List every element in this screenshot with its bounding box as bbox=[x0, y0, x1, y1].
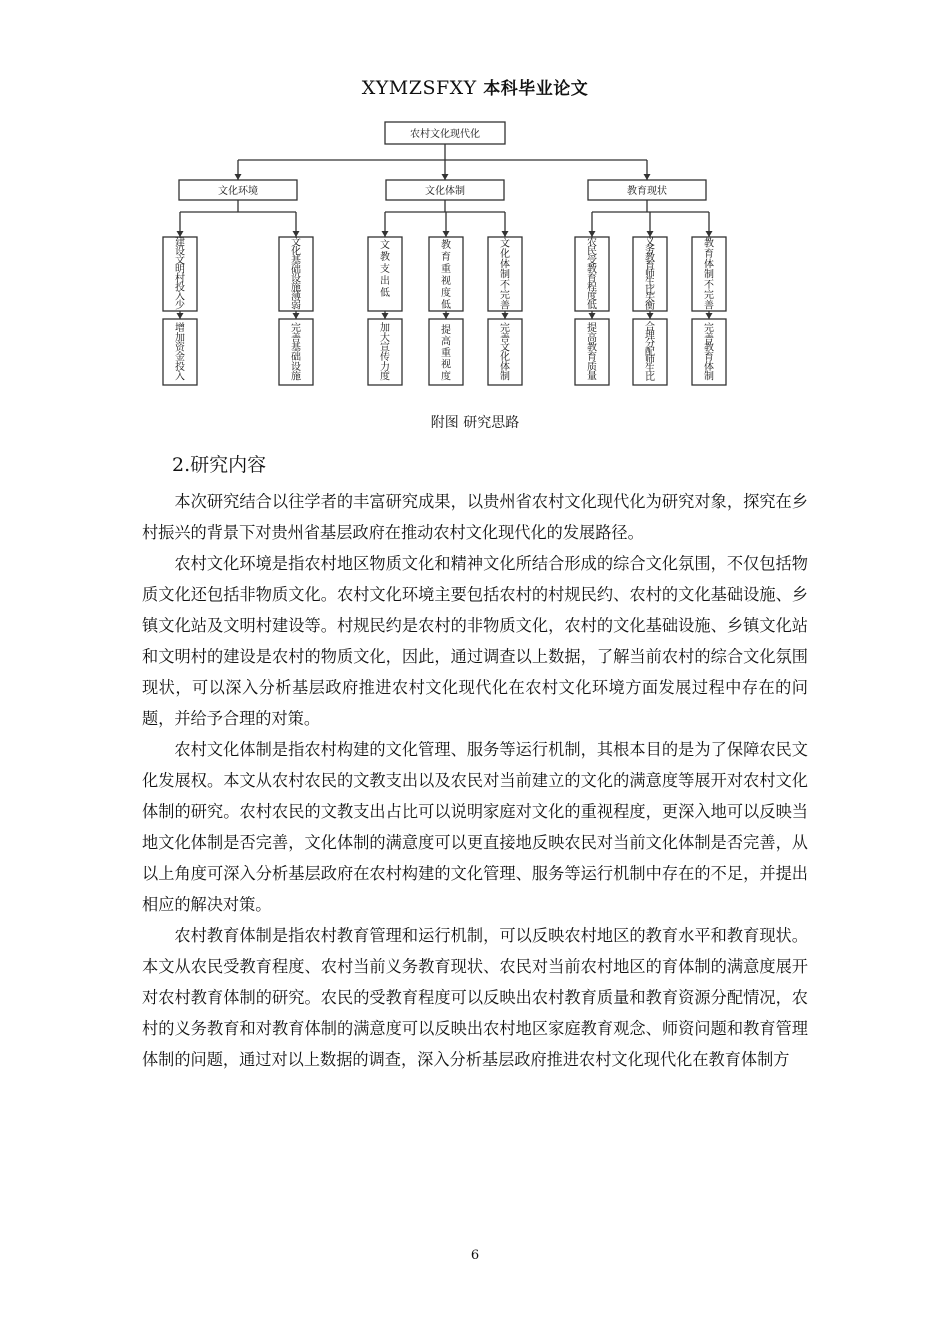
diagram-char: 分 bbox=[645, 338, 655, 350]
diagram-char: 善 bbox=[500, 332, 510, 344]
diagram-char: 施 bbox=[291, 371, 301, 383]
issue-label bbox=[175, 236, 185, 312]
diagram-char: 体 bbox=[500, 361, 510, 373]
diagram-char: 教 bbox=[704, 342, 714, 354]
branch-label: 文化体制 bbox=[425, 186, 465, 197]
diagram-char: 度 bbox=[441, 288, 451, 300]
diagram-char: 入 bbox=[175, 371, 185, 383]
diagram-char: 体 bbox=[500, 259, 510, 271]
paragraph: 本次研究结合以往学者的丰富研究成果，以贵州省农村文化现代化为研究对象，探究在乡村振兴的背景下对贵州省基层政府在推动农村文化现代化的发展路径。 bbox=[142, 492, 808, 542]
diagram-char: 程 bbox=[587, 282, 597, 294]
section-title: 2.研究内容 bbox=[172, 454, 267, 476]
diagram-char: 少 bbox=[175, 300, 185, 312]
diagram-char: 量 bbox=[587, 371, 597, 383]
arrowhead bbox=[293, 313, 300, 319]
diagram-char: 化 bbox=[291, 246, 301, 258]
diagram-char: 教 bbox=[587, 342, 597, 354]
diagram-char: 大 bbox=[380, 332, 390, 344]
diagram-char: 化 bbox=[500, 352, 510, 364]
diagram-char: 育 bbox=[704, 352, 714, 364]
diagram-char: 合 bbox=[645, 322, 655, 334]
diagram-char: 配 bbox=[645, 346, 655, 358]
solution-label bbox=[380, 321, 390, 382]
diagram-char: 入 bbox=[175, 291, 185, 303]
diagram-char: 投 bbox=[175, 361, 185, 373]
diagram-char: 文 bbox=[175, 255, 185, 267]
root-label: 农村文化现代化 bbox=[410, 129, 480, 140]
branch-label: 教育现状 bbox=[627, 186, 667, 197]
arrowhead bbox=[382, 231, 389, 237]
diagram-char: 加 bbox=[380, 323, 390, 335]
diagram-char: 义 bbox=[645, 236, 655, 248]
solution-label bbox=[645, 320, 655, 383]
arrowhead bbox=[589, 231, 596, 237]
diagram-char: 制 bbox=[500, 371, 510, 383]
diagram-char: 视 bbox=[441, 276, 451, 288]
diagram-char: 教 bbox=[587, 264, 597, 276]
diagram-char: 生 bbox=[645, 276, 655, 288]
diagram-char: 础 bbox=[291, 264, 301, 276]
diagram-char: 基 bbox=[291, 342, 301, 354]
diagram-char: 高 bbox=[441, 336, 451, 348]
diagram-char: 设 bbox=[175, 246, 185, 258]
diagram-char: 完 bbox=[291, 323, 301, 335]
arrowhead bbox=[502, 313, 509, 319]
issue-label bbox=[704, 237, 714, 312]
diagram-char: 育 bbox=[587, 273, 597, 285]
diagram-char: 础 bbox=[291, 352, 301, 364]
diagram-char: 教 bbox=[645, 252, 655, 264]
arrowhead bbox=[706, 313, 713, 319]
diagram-char: 弱 bbox=[291, 300, 301, 312]
page-number: 6 bbox=[470, 1248, 480, 1263]
diagram-char: 文 bbox=[500, 342, 510, 354]
diagram-char: 低 bbox=[587, 300, 597, 312]
solution-label bbox=[175, 321, 186, 382]
arrowhead bbox=[442, 174, 449, 180]
diagram-char: 育 bbox=[587, 352, 597, 364]
header-chinese: 本科毕业论文 bbox=[483, 79, 589, 99]
diagram-char: 比 bbox=[645, 284, 655, 296]
arrowhead bbox=[382, 313, 389, 319]
diagram-char: 施 bbox=[291, 282, 301, 294]
diagram-char: 完 bbox=[500, 290, 510, 302]
diagram-char: 善 bbox=[291, 332, 301, 344]
diagram-char: 加 bbox=[175, 332, 185, 344]
diagram-char: 完 bbox=[500, 323, 510, 335]
arrowhead bbox=[647, 313, 654, 319]
issue-label bbox=[441, 238, 451, 311]
diagram-char: 育 bbox=[704, 249, 714, 261]
diagram-char: 质 bbox=[587, 361, 597, 373]
arrowhead bbox=[644, 174, 651, 180]
diagram-char: 投 bbox=[175, 282, 185, 294]
diagram-char: 教 bbox=[380, 252, 390, 264]
arrowhead bbox=[177, 313, 184, 319]
diagram-char: 高 bbox=[587, 332, 597, 344]
paragraph: 农村文化体制是指农村构建的文化管理、服务等运行机制，其根本目的是为了保障农民文化发展权。本文从农村农民的文教支出以及农民对当前建立的文化的满意度等展开对农村文化体制的研究。农村农民的文教支出占比可以说明家庭对文化的重视程度，更深入地可以反映当地文化体制是否完善，文化体制的满意度可以更直接地反映农民对当前文化体制是否完善，从以上角度可深入分析基层政府在农村构建的文化管理、服务等运行机制中存在的不足，并提出相应的解决对策。 bbox=[142, 740, 808, 914]
solution-label bbox=[587, 321, 597, 382]
solution-label bbox=[704, 321, 714, 382]
diagram-char: 农 bbox=[587, 237, 597, 249]
diagram-char: 生 bbox=[645, 363, 655, 375]
diagram-char: 育 bbox=[645, 260, 655, 272]
diagram-char: 出 bbox=[380, 276, 390, 288]
diagram-char: 视 bbox=[441, 359, 451, 371]
diagram-char: 金 bbox=[175, 352, 185, 364]
diagram-char: 化 bbox=[500, 249, 510, 261]
diagram-char: 民 bbox=[587, 246, 597, 258]
arrowhead bbox=[235, 174, 242, 180]
diagram-char: 低 bbox=[380, 288, 390, 300]
issue-label bbox=[645, 236, 655, 312]
diagram-char: 善 bbox=[704, 332, 714, 344]
arrowhead bbox=[443, 231, 450, 237]
diagram-char: 善 bbox=[704, 300, 714, 312]
diagram-char: 村 bbox=[175, 273, 185, 285]
issue-label bbox=[291, 237, 301, 312]
diagram-char: 衡 bbox=[645, 300, 655, 312]
diagram-char: 建 bbox=[175, 237, 185, 249]
paragraph: 农村教育体制是指农村教育管理和运行机制，可以反映农村地区的教育水平和教育现状。本文从农民受教育程度、农村当前义务教育现状、农民对当前农村地区的育体制的满意度展开对农村教育体制的研究。农民的受教育程度可以反映出农村教育质量和教育资源分配情况，农村的义务教育和对教育体制的满意度可以反映出农村地区家庭教育观念、师资问题和教育管理体制的问题，通过对以上数据的调查，深入分析基层政府推进农村文化现代化在教育体制方 bbox=[142, 926, 808, 1069]
diagram-char: 师 bbox=[645, 355, 655, 367]
diagram-char: 增 bbox=[175, 323, 185, 335]
diagram-char: 宣 bbox=[380, 342, 390, 354]
issue-label bbox=[500, 238, 510, 312]
diagram-char: 基 bbox=[291, 255, 301, 267]
paragraph: 农村文化环境是指农村地区物质文化和精神文化所结合形成的综合文化氛围，不仅包括物质文化还包括非物质文化。农村文化环境主要包括农村的村规民约、农村的文化基础设施、乡镇文化站及文明村建设等。村规民约是农村的非物质文化，农村的文化基础设施、乡镇文化站和文明村的建设是农村的物质文化，因此，通过调查以上数据，了解当前农村的综合文化氛围现状，可以深入分析基层政府推进农村文化现代化在农村文化环境方面发展过程中存在的问题，并给予合理的对策。 bbox=[142, 554, 808, 728]
diagram-char: 设 bbox=[291, 273, 301, 285]
diagram-char: 理 bbox=[645, 330, 655, 342]
diagram-char: 体 bbox=[704, 259, 714, 271]
diagram-char: 育 bbox=[441, 252, 451, 264]
diagram-char: 支 bbox=[380, 264, 390, 276]
diagram-char: 低 bbox=[441, 300, 451, 312]
diagram-char: 体 bbox=[704, 361, 714, 373]
issue-label bbox=[587, 236, 597, 312]
arrowhead bbox=[293, 231, 300, 237]
diagram-char: 制 bbox=[500, 269, 510, 281]
solution-label bbox=[500, 321, 510, 382]
diagram-char: 明 bbox=[175, 264, 185, 276]
diagram-char: 度 bbox=[441, 371, 451, 383]
arrowhead bbox=[502, 231, 509, 237]
diagram-char: 度 bbox=[587, 291, 597, 303]
diagram-char: 完 bbox=[704, 290, 714, 302]
diagram-char: 文 bbox=[291, 237, 301, 249]
body-text bbox=[142, 486, 808, 1075]
arrowhead bbox=[443, 313, 450, 319]
diagram-char: 教 bbox=[704, 238, 714, 250]
diagram-char: 制 bbox=[704, 371, 714, 383]
diagram-char: 文 bbox=[500, 238, 510, 250]
diagram-char: 重 bbox=[441, 348, 451, 360]
diagram-char: 师 bbox=[645, 268, 655, 280]
diagram-char: 提 bbox=[441, 324, 451, 336]
diagram-char: 薄 bbox=[291, 291, 301, 303]
diagram-char: 重 bbox=[441, 264, 451, 276]
arrowhead bbox=[706, 231, 713, 237]
diagram-char: 善 bbox=[500, 300, 510, 312]
arrowhead bbox=[177, 231, 184, 237]
issue-label bbox=[380, 239, 390, 299]
arrowhead bbox=[589, 313, 596, 319]
diagram-char: 完 bbox=[704, 323, 714, 335]
solution-label bbox=[441, 323, 451, 382]
diagram-char: 文 bbox=[380, 240, 390, 252]
diagram-char: 不 bbox=[500, 279, 510, 291]
research-flowchart bbox=[0, 0, 950, 400]
diagram-char: 失 bbox=[645, 292, 655, 304]
figure-caption: 附图 研究思路 bbox=[430, 415, 520, 431]
diagram-char: 务 bbox=[645, 244, 655, 256]
header-latin: XYMZSFXY bbox=[361, 77, 477, 99]
diagram-char: 传 bbox=[380, 352, 390, 364]
solution-label bbox=[291, 321, 301, 382]
diagram-char: 制 bbox=[704, 269, 714, 281]
branch-label: 文化环境 bbox=[218, 186, 258, 197]
diagram-char: 不 bbox=[704, 279, 714, 291]
diagram-char: 度 bbox=[380, 371, 390, 383]
diagram-char: 设 bbox=[291, 361, 301, 373]
diagram-char: 资 bbox=[175, 342, 185, 354]
diagram-char: 教 bbox=[441, 240, 451, 252]
diagram-char: 比 bbox=[645, 371, 655, 383]
diagram-char: 力 bbox=[380, 361, 390, 373]
diagram-char: 提 bbox=[587, 323, 597, 335]
diagram-char: 受 bbox=[587, 255, 597, 267]
